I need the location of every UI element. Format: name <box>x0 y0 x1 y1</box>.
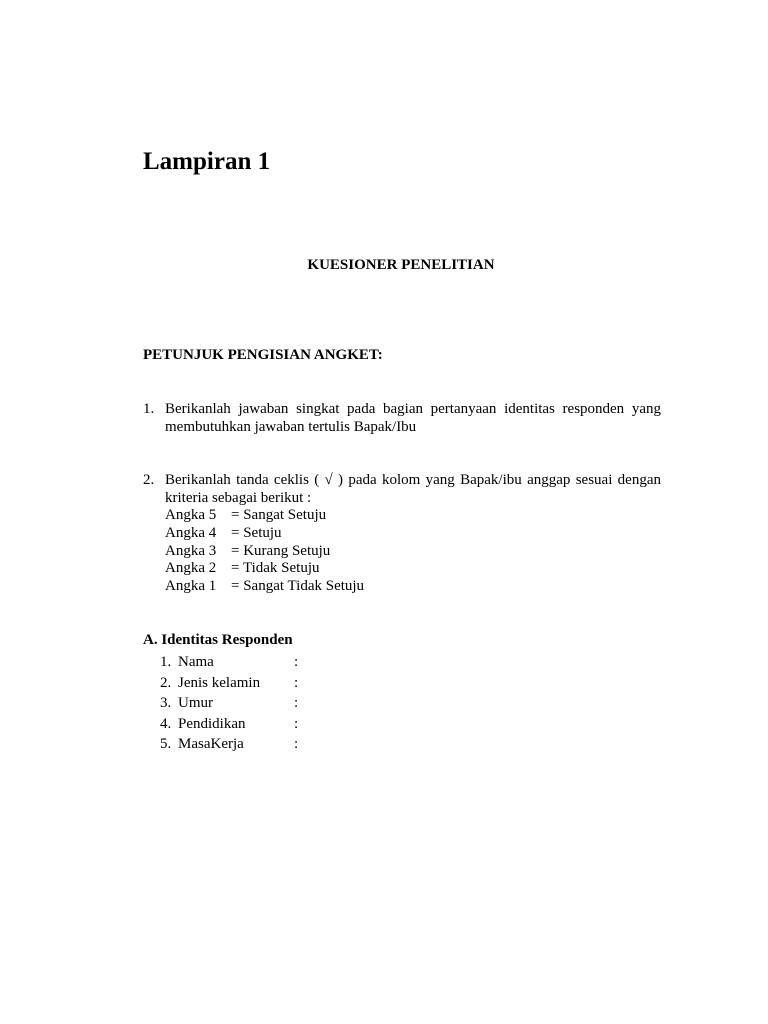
instruction-text: Berikanlah tanda ceklis ( √ ) pada kolom yang Bapak/ibu anggap sesuai dengan kriteria sebagai berikut : <box>165 472 661 506</box>
instructions-heading: PETUNJUK PENGISIAN ANGKET: <box>143 347 383 363</box>
identity-field-education <box>160 714 304 735</box>
field-number: 3. <box>160 695 172 712</box>
page-title: Lampiran 1 <box>143 148 271 175</box>
scale-value: = Kurang Setuju <box>231 542 331 559</box>
instruction-item-1 <box>143 400 661 436</box>
field-label: Nama <box>178 654 214 670</box>
field-label: Jenis kelamin <box>178 674 261 691</box>
rating-scale <box>165 507 661 596</box>
instruction-number: 2. <box>143 472 155 488</box>
scale-row <box>165 560 661 578</box>
scale-key: Angka 2 <box>165 560 217 577</box>
scale-key: Angka 5 <box>165 507 217 523</box>
field-number: 2. <box>160 674 172 691</box>
scale-row <box>165 543 661 561</box>
instruction-number: 1. <box>143 401 155 417</box>
scale-row <box>165 525 661 543</box>
scale-value: = Sangat Setuju <box>231 507 327 523</box>
field-colon: : <box>294 695 299 712</box>
scale-value: = Tidak Setuju <box>231 560 320 577</box>
field-label: Pendidikan <box>178 715 246 732</box>
scale-key: Angka 1 <box>165 578 217 595</box>
identity-heading: A. Identitas Responden <box>143 632 293 648</box>
field-colon: : <box>294 715 299 732</box>
field-number: 4. <box>160 715 172 732</box>
identity-fields <box>160 652 304 755</box>
scale-row <box>165 578 661 596</box>
scale-key: Angka 3 <box>165 542 217 559</box>
identity-field-gender <box>160 673 304 694</box>
field-number: 5. <box>160 736 172 753</box>
scale-value: = Setuju <box>231 524 282 541</box>
identity-field-work-period <box>160 734 304 755</box>
field-colon: : <box>294 736 299 753</box>
field-number: 1. <box>160 654 172 670</box>
field-label: Umur <box>178 695 213 712</box>
field-label: MasaKerja <box>178 736 244 753</box>
document-title: KUESIONER PENELITIAN <box>307 257 495 273</box>
scale-row <box>165 507 661 525</box>
identity-field-name <box>160 652 304 673</box>
scale-value: = Sangat Tidak Setuju <box>231 578 365 595</box>
identity-field-age <box>160 693 304 714</box>
field-colon: : <box>294 674 299 691</box>
field-colon: : <box>294 654 299 670</box>
instruction-item-2 <box>143 471 661 596</box>
scale-key: Angka 4 <box>165 524 217 541</box>
instruction-text: Berikanlah jawaban singkat pada bagian pertanyaan identitas responden yang membutuhkan jawaban tertulis Bapak/Ibu <box>165 401 661 435</box>
